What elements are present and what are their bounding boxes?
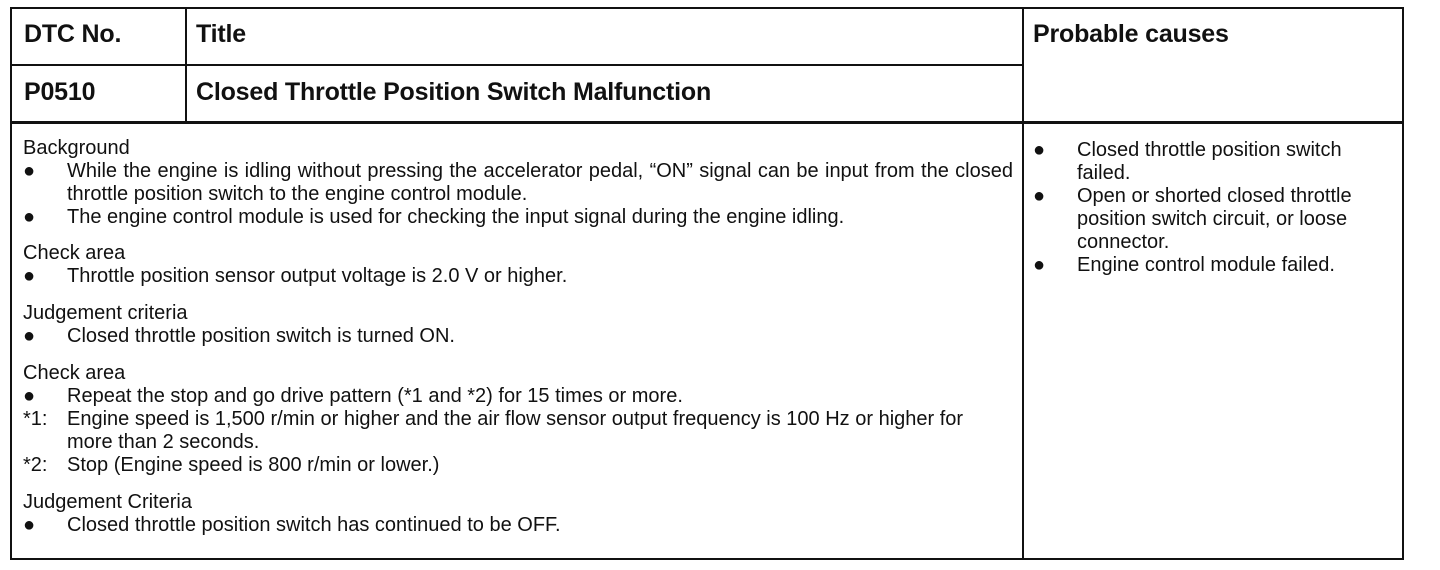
list-item bbox=[23, 514, 1013, 537]
cause-item bbox=[1033, 254, 1391, 277]
section-title: Check area bbox=[23, 242, 126, 264]
item-text: Throttle position sensor output voltage is 2.0 V or higher. bbox=[67, 265, 568, 287]
section-check-area bbox=[23, 242, 1013, 288]
dtc-title: Closed Throttle Position Switch Malfunction bbox=[196, 78, 712, 106]
bullet-icon: ● bbox=[23, 325, 36, 347]
item-text: Stop (Engine speed is 800 r/min or lower.) bbox=[67, 454, 440, 476]
bullet-icon: ● bbox=[23, 265, 36, 287]
section-judgement-criteria-2 bbox=[23, 491, 1013, 537]
dtc-code: P0510 bbox=[24, 78, 96, 106]
probable-causes-column bbox=[1033, 139, 1391, 277]
header-dtc-no: DTC No. bbox=[24, 20, 122, 48]
list-item bbox=[23, 325, 1013, 348]
section-title: Background bbox=[23, 137, 130, 159]
header-probable-causes: Probable causes bbox=[1033, 20, 1229, 48]
row-divider-header bbox=[12, 64, 1024, 66]
list-item bbox=[23, 160, 1013, 206]
bullet-icon: ● bbox=[1033, 139, 1046, 161]
column-divider-dtc bbox=[185, 9, 187, 123]
footnote-marker: *1: bbox=[23, 408, 48, 430]
item-text: Repeat the stop and go drive pattern (*1 and *2) for 15 times or more. bbox=[67, 385, 683, 407]
list-item bbox=[23, 206, 1013, 229]
cause-text: Engine control module failed. bbox=[1077, 254, 1335, 276]
footnote-item bbox=[23, 454, 1013, 477]
section-title: Judgement criteria bbox=[23, 302, 188, 324]
row-divider-body bbox=[12, 121, 1402, 124]
item-text: While the engine is idling without pressing the accelerator pedal, “ON” signal can be input from the closed throttle position switch to the engine control module. bbox=[67, 160, 1013, 205]
item-text: The engine control module is used for checking the input signal during the engine idling. bbox=[67, 206, 845, 228]
bullet-icon: ● bbox=[23, 206, 36, 228]
section-check-area-2 bbox=[23, 362, 1013, 477]
footnote-item bbox=[23, 408, 1013, 454]
section-title: Check area bbox=[23, 362, 126, 384]
cause-text: Open or shorted closed throttle position switch circuit, or loose connector. bbox=[1077, 185, 1352, 253]
bullet-icon: ● bbox=[23, 514, 36, 536]
cause-item bbox=[1033, 139, 1391, 185]
list-item bbox=[23, 265, 1013, 288]
bullet-icon: ● bbox=[1033, 185, 1046, 207]
section-background bbox=[23, 137, 1013, 229]
item-text: Engine speed is 1,500 r/min or higher and the air flow sensor output frequency is 100 Hz or higher for more than 2 seconds. bbox=[67, 408, 964, 453]
header-title: Title bbox=[196, 20, 246, 48]
item-text: Closed throttle position switch is turned ON. bbox=[67, 325, 455, 347]
description-column bbox=[23, 137, 1013, 537]
footnote-marker: *2: bbox=[23, 454, 48, 476]
bullet-icon: ● bbox=[1033, 254, 1046, 276]
section-title: Judgement Criteria bbox=[23, 491, 192, 513]
item-text: Closed throttle position switch has continued to be OFF. bbox=[67, 514, 561, 536]
bullet-icon: ● bbox=[23, 385, 36, 407]
column-divider-causes bbox=[1022, 9, 1024, 558]
list-item bbox=[23, 385, 1013, 408]
section-judgement-criteria bbox=[23, 302, 1013, 348]
bullet-icon: ● bbox=[23, 160, 36, 182]
cause-item bbox=[1033, 185, 1391, 254]
cause-text: Closed throttle position switch failed. bbox=[1077, 139, 1342, 184]
